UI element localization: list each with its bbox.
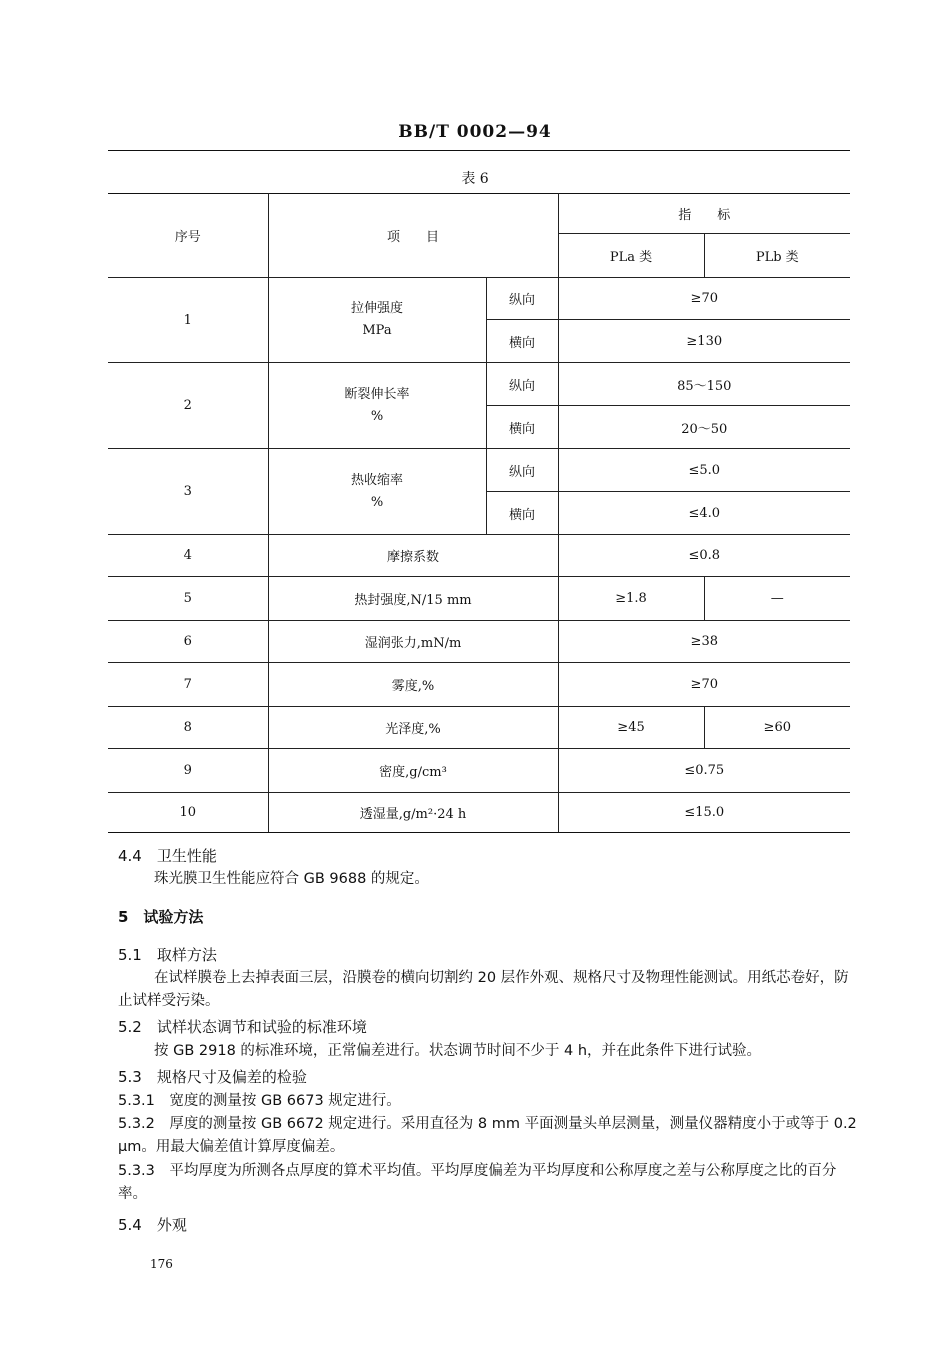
item-unit: %: [370, 408, 384, 424]
section-5-3-heading: 5.3 规格尺寸及偏差的检验: [118, 1068, 307, 1086]
row-seq: 2: [108, 363, 268, 449]
row-seq: 1: [108, 278, 268, 363]
item-unit: MPa: [362, 323, 392, 338]
row-item: 雾度,%: [268, 663, 558, 707]
section-5-2-text: 按 GB 2918 的标准环境，正常偏差进行。状态调节时间不少于 4 h，并在此条件下进行试验。: [154, 1043, 762, 1059]
table-row: [108, 663, 850, 707]
table-row: [108, 793, 850, 833]
row-item: [268, 363, 486, 449]
row-value: ≤4.0: [558, 492, 850, 535]
row-seq: 8: [108, 707, 268, 749]
row-value: ≥70: [558, 663, 850, 707]
row-value-plb: ≥60: [704, 707, 850, 749]
standard-code: BB/T 0002—94: [398, 122, 552, 142]
row-seq: 7: [108, 663, 268, 707]
header-item: 项 目: [268, 194, 558, 278]
table-row: [108, 621, 850, 663]
row-seq: 4: [108, 535, 268, 577]
row-seq: 6: [108, 621, 268, 663]
row-value: 20～50: [558, 406, 850, 449]
row-value: ≥130: [558, 320, 850, 363]
row-seq: 10: [108, 793, 268, 833]
row-direction: 纵向: [486, 363, 558, 406]
header-plb: PLb 类: [704, 234, 850, 278]
row-item: 光泽度,%: [268, 707, 558, 749]
row-item: 密度,g/cm³: [268, 749, 558, 793]
table-row: [108, 535, 850, 577]
row-value: ≤5.0: [558, 449, 850, 492]
table-header-row: [108, 194, 850, 234]
row-direction: 横向: [486, 492, 558, 535]
row-item: 透湿量,g/m²·24 h: [268, 793, 558, 833]
header-index: 指 标: [558, 194, 850, 234]
spec-table: [108, 193, 850, 833]
row-value-pla: ≥1.8: [558, 577, 704, 621]
item-name: 拉伸强度: [350, 301, 403, 316]
row-value: 85～150: [558, 363, 850, 406]
section-5-3-1-text: 5.3.1 宽度的测量按 GB 6673 规定进行。: [118, 1093, 401, 1109]
section-5-heading: 5 试验方法: [118, 908, 204, 926]
section-5-3-2-text: 5.3.2 厚度的测量按 GB 6672 规定进行。采用直径为 8 mm 平面测量头单层测量，测量仪器精度小于或等于 0.2 μm。用最大偏差值计算厚度偏差。: [118, 1116, 857, 1155]
row-direction: 横向: [486, 320, 558, 363]
item-name: 热收缩率: [350, 472, 403, 488]
section-5-3-3-text: 5.3.3 平均厚度为所测各点厚度的算术平均值。平均厚度偏差为平均厚度和公称厚度之差与公称厚度之比的百分率。: [118, 1163, 837, 1202]
row-direction: 纵向: [486, 449, 558, 492]
row-direction: 纵向: [486, 278, 558, 320]
header-pla: PLa 类: [558, 234, 704, 278]
table-row: [108, 363, 850, 406]
row-item: [268, 278, 486, 363]
item-unit: %: [370, 494, 384, 510]
table-row: [108, 749, 850, 793]
row-seq: 5: [108, 577, 268, 621]
section-5-4-heading: 5.4 外观: [118, 1216, 187, 1234]
section-4-4-heading: 4.4 卫生性能: [118, 847, 217, 865]
row-item: [268, 449, 486, 535]
row-seq: 3: [108, 449, 268, 535]
row-value: ≤0.8: [558, 535, 850, 577]
item-name: 断裂伸长率: [344, 386, 410, 402]
row-item: 热封强度,N/15 mm: [268, 577, 558, 621]
row-seq: 9: [108, 749, 268, 793]
row-value-pla: ≥45: [558, 707, 704, 749]
row-value-plb: —: [704, 577, 850, 621]
row-item: 湿润张力,mN/m: [268, 621, 558, 663]
table-row: [108, 577, 850, 621]
table-row: [108, 449, 850, 492]
row-direction: 横向: [486, 406, 558, 449]
section-4-4-text: 珠光膜卫生性能应符合 GB 9688 的规定。: [154, 871, 429, 887]
table-row: [108, 278, 850, 320]
section-5-1-text: 在试样膜卷上去掉表面三层，沿膜卷的横向切割约 20 层作外观、规格尺寸及物理性能测试。用纸芯卷好，防止试样受污染。: [118, 970, 849, 1009]
table-row: [108, 707, 850, 749]
section-5-1-heading: 5.1 取样方法: [118, 946, 217, 964]
table-caption: 表 6: [461, 171, 489, 187]
section-5-2-heading: 5.2 试样状态调节和试验的标准环境: [118, 1018, 367, 1036]
header-seq: 序号: [108, 194, 268, 278]
row-value: ≤0.75: [558, 749, 850, 793]
page-number: 176: [150, 1257, 173, 1271]
header-rule: [108, 150, 850, 151]
row-value: ≥70: [558, 278, 850, 320]
row-value: ≤15.0: [558, 793, 850, 833]
row-value: ≥38: [558, 621, 850, 663]
row-item: 摩擦系数: [268, 535, 558, 577]
